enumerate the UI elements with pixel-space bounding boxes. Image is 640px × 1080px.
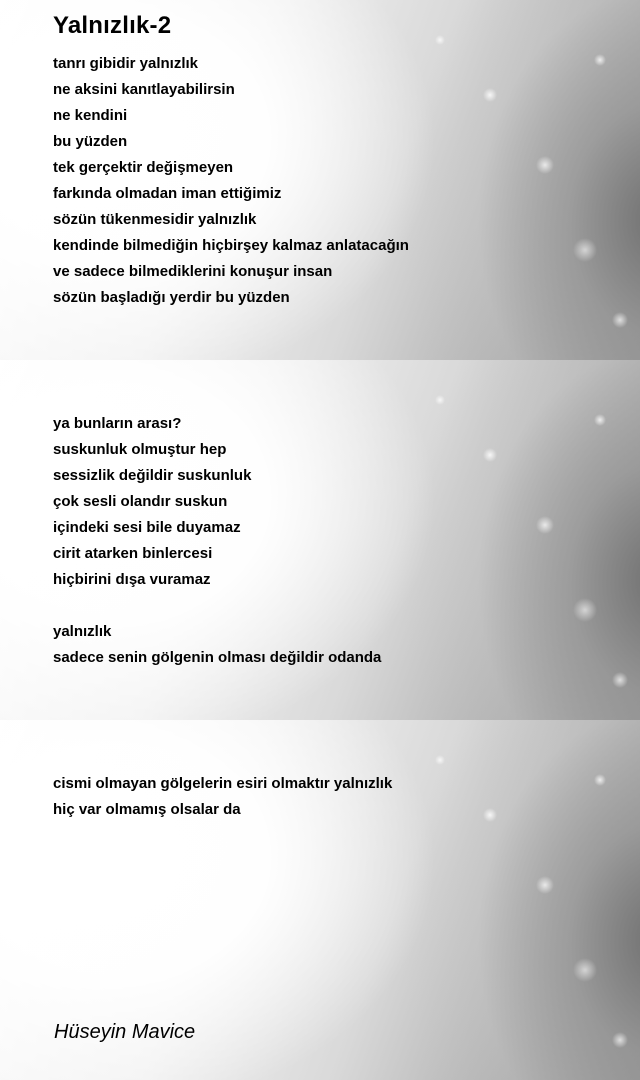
poem-line: sadece senin gölgenin olması değildir odanda [53, 649, 382, 666]
poem-line: sözün başladığı yerdir bu yüzden [53, 289, 290, 306]
poem-line: hiç var olmamış olsalar da [53, 801, 241, 818]
stanza-1 [53, 51, 409, 311]
poem-line: hiçbirini dışa vuramaz [53, 571, 211, 588]
stanza-3 [53, 619, 381, 671]
poem-line: ve sadece bilmediklerini konuşur insan [53, 263, 333, 280]
poem-line: cirit atarken binlercesi [53, 545, 213, 562]
poem-line: kendinde bilmediğin hiçbirşey kalmaz anlatacağın [53, 237, 409, 254]
poem-line: bu yüzden [53, 133, 128, 150]
poem-panel-1 [0, 0, 640, 360]
poem-line: tek gerçektir değişmeyen [53, 159, 234, 176]
poem-line: suskunluk olmuştur hep [53, 441, 227, 458]
poem-line: ne aksini kanıtlayabilirsin [53, 81, 235, 98]
poem-line: farkında olmadan iman ettiğimiz [53, 185, 282, 202]
poem-line: sessizlik değildir suskunluk [53, 467, 252, 484]
poem-author: Hüseyin Mavice [54, 1021, 196, 1043]
poem-line: sözün tükenmesidir yalnızlık [53, 211, 257, 228]
poem-panel-3 [0, 720, 640, 1080]
poem-line: içindeki sesi bile duyamaz [53, 519, 241, 536]
stanza-4 [53, 771, 392, 823]
poem-line: cismi olmayan gölgelerin esiri olmaktır yalnızlık [53, 775, 393, 792]
poem-line: ne kendini [53, 107, 128, 124]
poem-title: Yalnızlık-2 [53, 12, 172, 39]
poem-line: çok sesli olandır suskun [53, 493, 228, 510]
stanza-2 [53, 411, 251, 593]
poem-line: yalnızlık [53, 623, 112, 640]
poem-line: ya bunların arası? [53, 415, 182, 432]
poem-panel-2 [0, 360, 640, 720]
poem-line: tanrı gibidir yalnızlık [53, 55, 199, 72]
